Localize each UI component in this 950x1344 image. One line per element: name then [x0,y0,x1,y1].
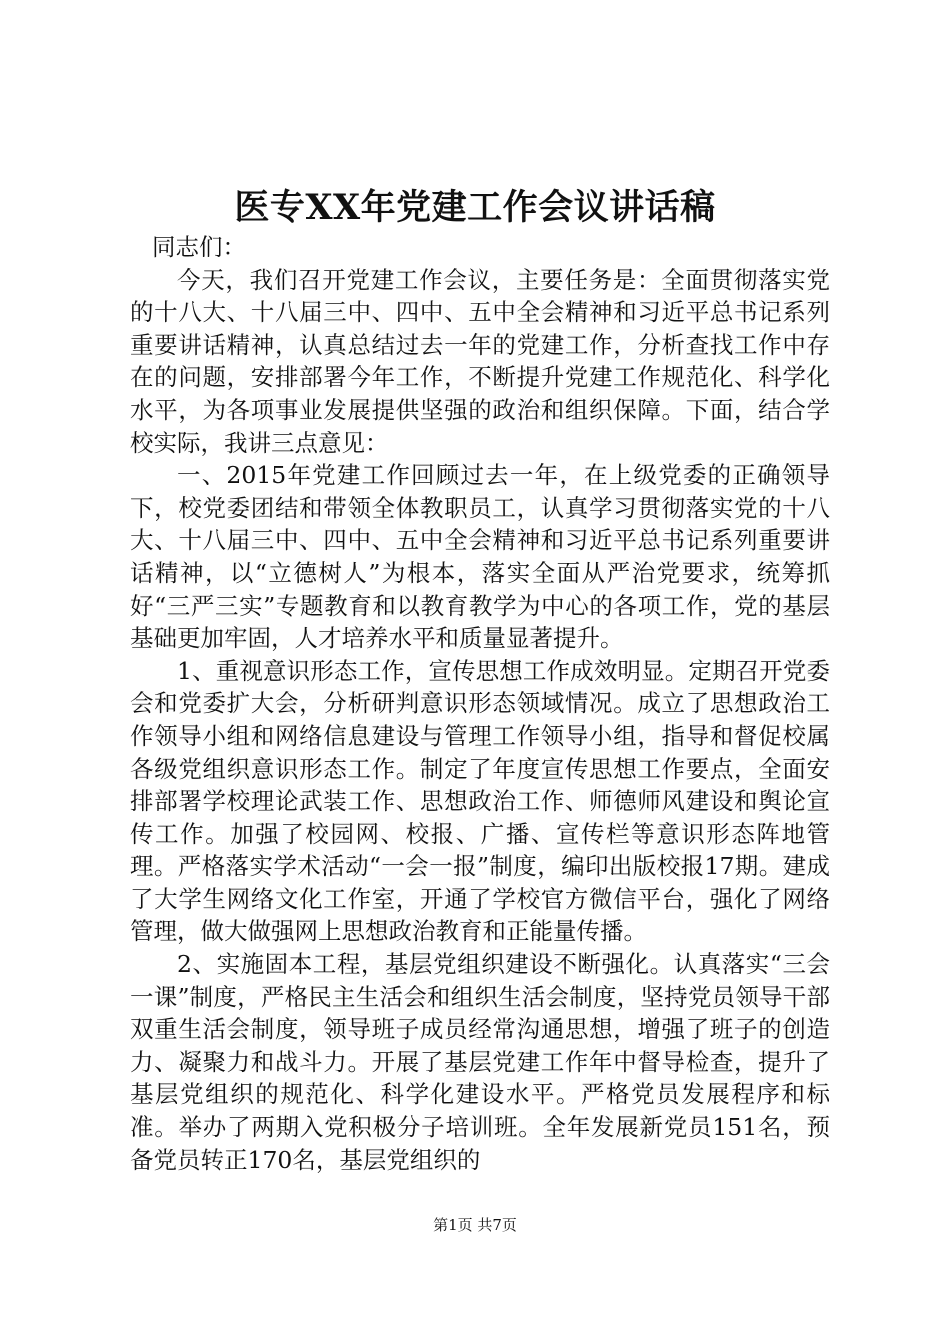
paragraph-intro: 今天，我们召开党建工作会议，主要任务是：全面贯彻落实党的十八大、十八届三中、四中、五中全会精神和习近平总书记系列重要讲话精神，认真总结过去一年的党建工作，分析查找工作中存在的问题，安排部署今年工作，不断提升党建工作规范化、科学化水平，为各项事业发展提供坚强的政治和组织保障。下面，结合学校实际，我讲三点意见： [130,265,830,457]
paragraph-item-2: 2、实施固本工程，基层党组织建设不断强化。认真落实“三会一课”制度，严格民主生活会和组织生活会制度，坚持党员领导干部双重生活会制度，领导班子成员经常沟通思想，增强了班子的创造力、凝聚力和战斗力。开展了基层党建工作年中督导检查，提升了基层党组织的规范化、科学化建设水平。严格党员发展程序和标准。举办了两期入党积极分子培训班。全年发展新党员151名，预备党员转正170名，基层党组织的 [130,950,830,1174]
paragraph-item-1: 1、重视意识形态工作，宣传思想工作成效明显。定期召开党委会和党委扩大会，分析研判意识形态领域情况。成立了思想政治工作领导小组和网络信息建设与管理工作领导小组，指导和督促校属各级党组织意识形态工作。制定了年度宣传思想工作要点，全面安排部署学校理论武装工作、思想政治工作、师德师风建设和舆论宣传工作。加强了校园网、校报、广播、宣传栏等意识形态阵地管理。严格落实学术活动“一会一报”制度，编印出版校报17期。建成了大学生网络文化工作室，开通了学校官方微信平台，强化了网络管理，做大做强网上思想政治教育和正能量传播。 [130,656,830,946]
page-number-footer: 第1页 共7页 [433,1216,517,1234]
salutation: 同志们： [152,233,246,261]
paragraph-section-1: 一、2015年党建工作回顾过去一年，在上级党委的正确领导下，校党委团结和带领全体教职员工，认真学习贯彻落实党的十八大、十八届三中、四中、五中全会精神和习近平总书记系列重要讲话精神，以“立德树人”为根本，落实全面从严治党要求，统筹抓好“三严三实”专题教育和以教育教学为中心的各项工作，党的基层基础更加牢固，人才培养水平和质量显著提升。 [130,461,830,653]
document-body [130,231,830,1176]
document-title: 医专XX年党建工作会议讲话稿 [234,187,716,228]
